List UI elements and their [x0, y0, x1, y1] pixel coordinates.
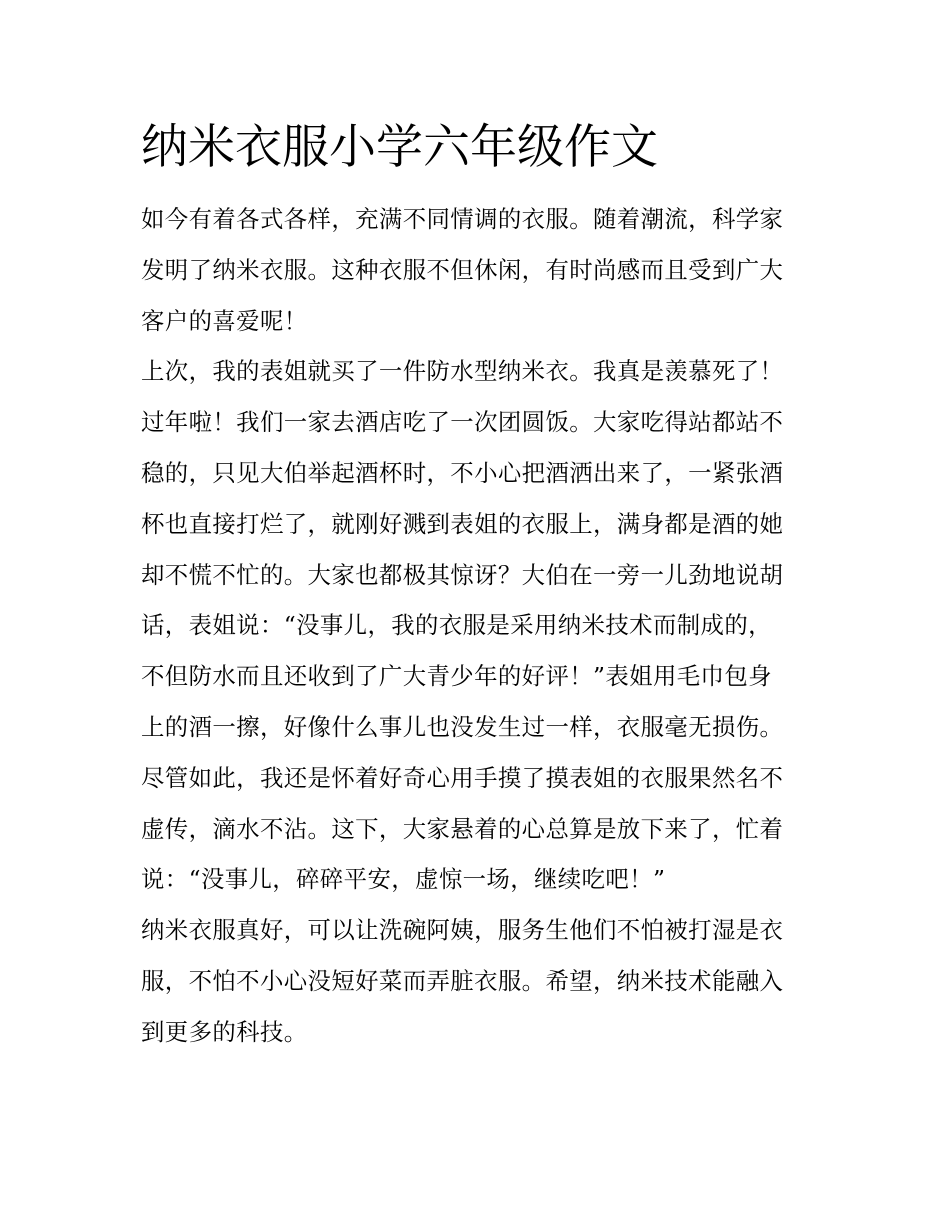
text-line: 上的酒一擦，好像什么事儿也没发生过一样，衣服毫无损伤。 [141, 712, 784, 741]
text-line: 发明了纳米衣服。这种衣服不但休闲，有时尚感而且受到广大 [141, 255, 784, 284]
text-line: 服，不怕不小心没短好菜而弄脏衣服。希望，纳米技术能融入 [141, 966, 784, 995]
text-line: 客户的喜爱呢！ [141, 306, 308, 335]
text-line: 话，表姐说：“没事儿，我的衣服是采用纳米技术而制成的， [141, 611, 772, 640]
text-line: 不但防水而且还收到了广大青少年的好评！”表姐用毛巾包身 [141, 662, 772, 691]
text-line: 尽管如此，我还是怀着好奇心用手摸了摸表姐的衣服果然名不 [141, 763, 784, 792]
text-line: 如今有着各式各样，充满不同情调的衣服。随着潮流，科学家 [141, 205, 784, 233]
text-line: 却不慌不忙的。大家也都极其惊讶？大伯在一旁一儿劲地说胡 [141, 560, 784, 589]
text-line: 过年啦！我们一家去酒店吃了一次团圆饭。大家吃得站都站不 [141, 408, 784, 437]
document-content [141, 118, 821, 1058]
text-line: 杯也直接打烂了，就刚好溅到表姐的衣服上，满身都是酒的她 [141, 509, 784, 538]
text-line: 到更多的科技。 [141, 1017, 308, 1046]
text-line: 纳米衣服真好，可以让洗碗阿姨，服务生他们不怕被打湿是衣 [141, 916, 784, 945]
text-line: 说：“没事儿，碎碎平安，虚惊一场，继续吃吧！” [141, 865, 666, 894]
text-line: 稳的，只见大伯举起酒杯时，不小心把酒洒出来了，一紧张酒 [141, 458, 784, 487]
document-body [141, 194, 821, 1058]
text-line: 上次，我的表姐就买了一件防水型纳米衣。我真是羡慕死了！ [141, 357, 784, 386]
document-title: 纳米衣服小学六年级作文 [141, 120, 658, 175]
text-line: 虚传，滴水不沾。这下，大家悬着的心总算是放下来了，忙着 [141, 814, 784, 843]
